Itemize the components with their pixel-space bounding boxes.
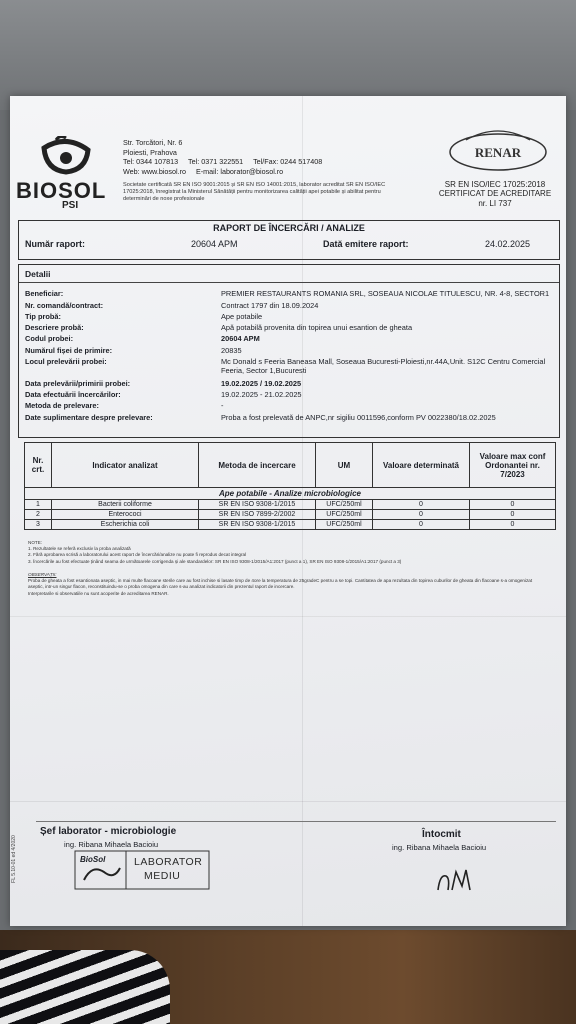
detail-value: Proba a fost prelevată de ANPC,nr sigiliu 0011596,conform PV 0022380/18.02.2025 <box>221 413 496 422</box>
background-wall <box>0 0 576 110</box>
striped-fabric <box>0 950 170 1024</box>
cell-nr: 1 <box>25 500 52 510</box>
accreditation-block <box>420 180 566 208</box>
renar-wordmark: RENAR <box>474 145 522 160</box>
note-line: 1. Rezultatele se referă exclusiv la proba analizată <box>28 546 131 552</box>
col-indicator: Indicator analizat <box>52 443 199 488</box>
fold-line <box>10 616 566 617</box>
detail-value: 19.02.2025 - 21.02.2025 <box>221 390 302 399</box>
report-number-label: Număr raport: <box>25 239 86 249</box>
detail-key: Date suplimentare despre prelevare: <box>25 413 153 422</box>
lab-head-name: ing. Ribana Mihaela Bacioiu <box>64 840 159 849</box>
report-date-value: 24.02.2025 <box>485 239 531 249</box>
report-document <box>10 96 566 926</box>
detail-value: Apă potabilă provenita din topirea unui esantion de gheata <box>221 323 413 332</box>
report-date-label: Dată emitere raport: <box>323 239 409 249</box>
detail-key: Numărul fișei de primire: <box>25 346 113 355</box>
logo-text: BIOSOL <box>16 178 107 203</box>
address-line: Ploiesti, Prahova <box>123 147 177 157</box>
col-value: Valoare determinată <box>373 443 470 488</box>
lab-head-title: Șef laborator - microbiologie <box>40 826 177 837</box>
observations-block <box>28 572 548 597</box>
cell-method: SR EN ISO 9308-1/2015 <box>199 520 316 530</box>
detail-value: Ape potabile <box>221 312 263 321</box>
detail-key: Metoda de prelevare: <box>25 401 99 410</box>
phone-fax: Tel/Fax: 0244 517408 <box>253 157 323 167</box>
address-line: Str. Torcători, Nr. 6 <box>123 138 183 147</box>
cell-value: 0 <box>373 520 470 530</box>
detail-key: Beneficiar: <box>25 289 64 298</box>
prepared-by-title: Întocmit <box>422 829 461 840</box>
accreditation-number: nr. LI 737 <box>478 198 512 208</box>
stamp-line: LABORATOR <box>134 856 203 868</box>
detail-value: PREMIER RESTAURANTS ROMANIA SRL, SOSEAUA NICOLAE TITULESCU, NR. 4-8, SECTOR1 <box>221 289 550 298</box>
detail-key: Codul probei: <box>25 334 74 343</box>
cell-method: SR EN ISO 7899-2/2002 <box>199 510 316 520</box>
web-row <box>123 167 330 177</box>
col-um: UM <box>316 443 373 488</box>
col-method: Metoda de incercare <box>199 443 316 488</box>
table-row <box>25 500 556 510</box>
handwritten-signature-icon <box>434 864 484 894</box>
detail-value: 20604 APM <box>221 334 260 343</box>
cell-um: UFC/250ml <box>316 520 373 530</box>
cell-um: UFC/250ml <box>316 500 373 510</box>
form-code: FL 5.10-01 ed 4/2020 <box>10 835 17 883</box>
accreditation-certificate: CERTIFICAT DE ACREDITARE <box>438 189 552 199</box>
cell-value: 0 <box>373 500 470 510</box>
table-header-row <box>25 443 556 488</box>
section-row <box>25 488 556 500</box>
report-title-box <box>18 220 560 260</box>
cell-um: UFC/250ml <box>316 510 373 520</box>
divider <box>19 282 559 283</box>
website: Web: www.biosol.ro <box>123 166 186 176</box>
cell-method: SR EN ISO 9308-1/2015 <box>199 500 316 510</box>
col-nr: Nr. crt. <box>25 443 52 488</box>
stamp-brand: BioSol <box>80 855 106 864</box>
lab-address <box>123 138 330 176</box>
detail-key: Descriere probă: <box>25 323 84 332</box>
phone-1: Tel: 0344 107813 <box>123 157 179 167</box>
cell-max: 0 <box>470 520 556 530</box>
divider <box>36 821 556 822</box>
detail-value: 19.02.2025 / 19.02.2025 <box>221 379 302 388</box>
detail-key: Data efectuării încercărilor: <box>25 390 121 399</box>
logo-sub: PSI <box>62 200 79 211</box>
table-row <box>25 520 556 530</box>
phone-row <box>123 157 330 167</box>
detail-key: Tip probă: <box>25 312 61 321</box>
cell-indicator: Escherichia coli <box>52 520 199 530</box>
report-title: RAPORT DE ÎNCERCĂRI / ANALIZE <box>213 223 365 233</box>
cell-indicator: Bacterii coliforme <box>52 500 199 510</box>
observations-text: Proba de gheata a fost esantionata aseptic, in mai multe flacoane sterile care au fost inchise si lasate timp de 4ore la temperatura de 25gradeC pentru a se topi. Cantitatea de apa rezultata din topirea cuburilor de gheata din flacoane s-a omogenizat aseptic, intr-un singur flacon, reconstituindu-se o proba omogena din care s-au analizat indicatorii din prezentul raport de incercare. <box>28 578 533 590</box>
observations-note: Interpretarile si observatiile nu sunt acoperite de acreditarea RENAR. <box>28 590 169 596</box>
notes-block <box>28 540 548 565</box>
detail-key: Data prelevării/primirii probei: <box>25 379 131 388</box>
detail-key: Nr. comandă/contract: <box>25 301 104 310</box>
note-line: 2. Fără aprobarea scrisă a laboratorului acest raport de încercări/analize nu poate fi reprodus decat integral <box>28 552 247 558</box>
detail-key: Locul prelevării probei: <box>25 357 107 366</box>
details-section <box>18 264 560 438</box>
notes-title: NOTE: <box>28 540 43 545</box>
detail-value: - <box>221 401 224 410</box>
phone-2: Tel: 0371 322551 <box>188 157 244 167</box>
accreditation-standard: SR EN ISO/IEC 17025:2018 <box>444 180 546 189</box>
cell-nr: 2 <box>25 510 52 520</box>
cell-nr: 3 <box>25 520 52 530</box>
details-header: Detalii <box>25 269 51 279</box>
cell-max: 0 <box>470 510 556 520</box>
note-line: 3. Încercările au fost efectuate ținând seama de următoarele corrigenda și ale standardelor: SR EN ISO 9308-1/2015/A1:2017 (punct a 1), SR EN ISO 9308-1/2015/A1:2017 (punct a 3) <box>28 558 402 564</box>
detail-value: Contract 1797 din 18.09.2024 <box>221 301 319 310</box>
results-table <box>24 442 556 530</box>
section-title: Ape potabile - Analize microbiologice <box>25 488 556 500</box>
cell-value: 0 <box>373 510 470 520</box>
email: E-mail: laborator@biosol.ro <box>195 166 284 176</box>
prepared-by-name: ing. Ribana Mihaela Bacioiu <box>392 843 487 852</box>
report-number-value: 20604 APM <box>191 239 238 249</box>
table-row <box>25 510 556 520</box>
renar-logo-icon <box>446 128 550 174</box>
detail-value: Mc Donald s Feeria Baneasa Mall, Soseaua Bucuresti-Ploiesti,nr.44A,Unit. S12C Centru Comercial Feeria, Sector 1,Bucuresti <box>221 357 546 375</box>
cell-indicator: Enterococi <box>52 510 199 520</box>
stamp-line: MEDIU <box>144 870 181 882</box>
detail-value: 20835 <box>221 346 242 355</box>
fold-line <box>10 801 566 802</box>
cell-max: 0 <box>470 500 556 510</box>
certification-text: Societate certificată SR EN ISO 9001:2015 și SR EN ISO 14001:2015, laborator acreditat SR EN ISO/IEC 17025:2018, înregistrat la Ministerul Sănătății pentru monitorizarea calității apei potabile și abilitat pentru determinări de noxe profesionale <box>123 182 386 202</box>
observations-title: OBSERVAȚII: <box>28 572 57 577</box>
col-max: Valoare max conf Ordonantei nr. 7/2023 <box>470 443 556 488</box>
